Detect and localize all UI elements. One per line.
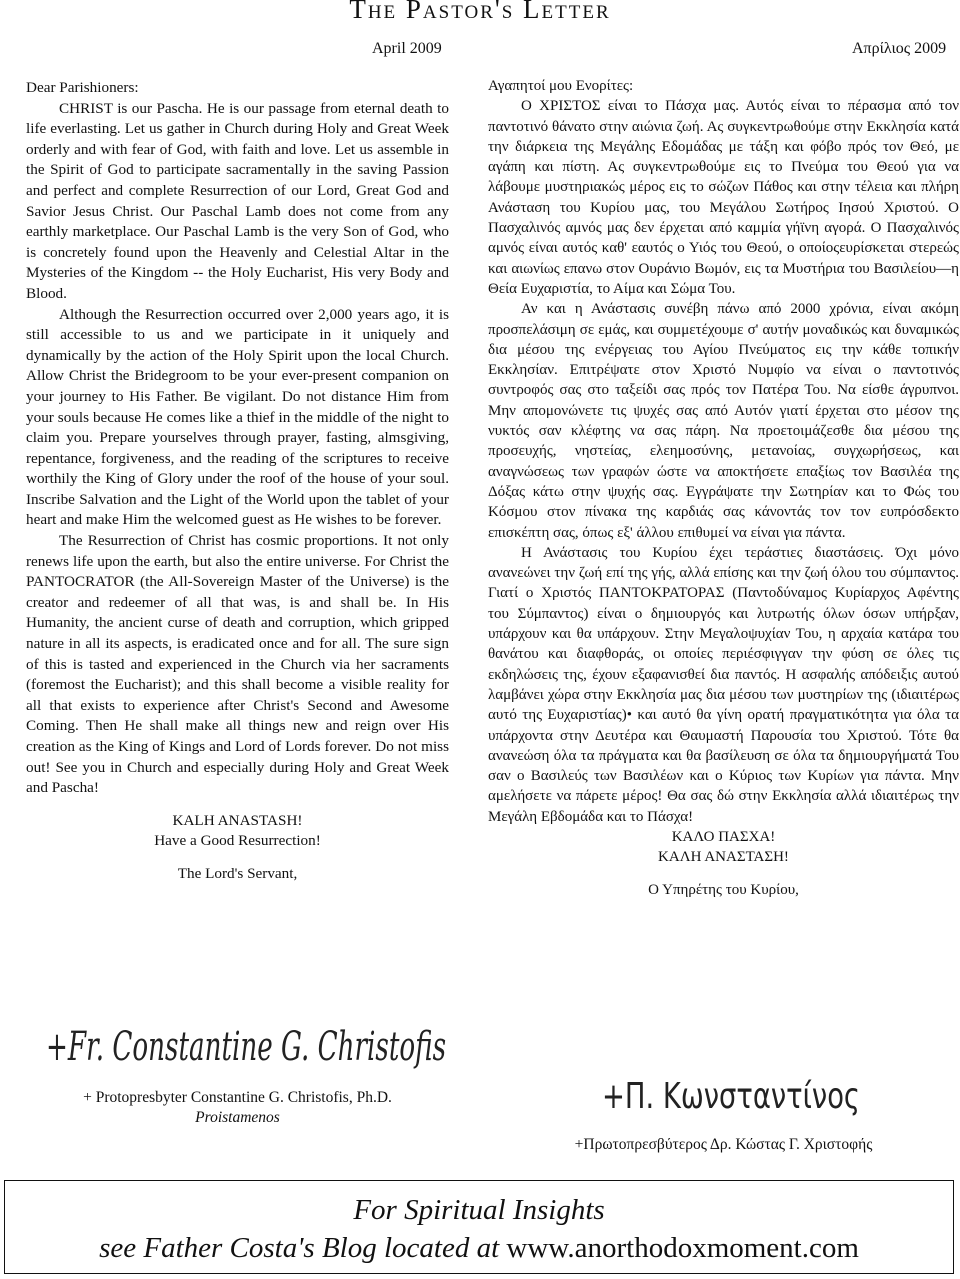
paragraph: The Resurrection of Christ has cosmic proportions. It not only renews life upon the earth, but also the entire universe. For Christ the PANTOCRATOR (the All-Sovereign Master of the Universe) is the creator and redeemer of all that was, is and shall be. In His Humanity, the ancient curse of death and corruption, which gripped nature in all its aspects, is eradicated once and for all. The sure sign of this is tasted and experienced in the Church via her sacraments (foremost the Eucharist); and this shall become a visible reality for all that exists to experience after Christ's Second and Awesome Coming. Then He shall make all things new and reign over His creation as the King of Kings and Lord of Lords forever. Do not miss out! See you in Church and especially during Holy and Great Week and Pascha! <box>26 532 449 797</box>
signature-greek <box>598 1068 866 1118</box>
greeting: KALH ANASTASH! <box>172 811 303 829</box>
greeting: ΚΑΛΟ ΠΑΣΧΑ! <box>671 828 776 845</box>
paragraph: Η Ανάστασις του Κυρίου έχει τεράστιες διαστάσεις. Όχι μόνο ανανεώνει την ζωή επί της γής, αλλά επίσης και την ζωή όλου του σύμπαντος. Γιατί ο Χριστός ΠΑΝΤΟΚΡΑΤΟΡΑΣ (Παντοδύναμος Κυρίαρχος Αφέντης του Σύμπαντος) είναι ο δημιουργός και λυτρωτής όλων όσων υπήρξαν, υπάρχουν και θα υπάρχουν. Στην Μεγαλοψυχίαν Του, η αρχαία κατάρα του θανάτου και διαφθοράς, οι οποίες περιέσφιγγαν την φύση σε όλες τις εκδηλώσεις της, έχουν εξαφανισθεί δια παντός. Η ασφαλής απόδειξις αυτού λαμβάνει χώρα στην Εκκλησία μας δια μέσου των μυστηρίων της (ιδιαιτέρως αυτό της Ευχαριστίας)• και αυτό θα γίνη ορατή πραγματικότητα για όλα τα υπάρχοντα στην Δευτέρα και Θαυμαστή Παρουσία του Χριστού. Τότε θα ανανεώση όλα τα πράγματα και θα βασίλευση σε όλα τα δημιουργήματά Του σαν ο Βασιλεύς των Βασιλέων και ο Κύριος των Κυρίων για πάντα. Μην αμελήσετε να πάρετε μέρος! Θα σας δώ στην Εκκλησία αλλά ιδιαιτέρως την Μεγάλη Εβδομάδα και το Πάσχα! <box>488 544 959 825</box>
date-english: April 2009 <box>372 40 442 57</box>
promo-headline: For Spiritual Insights <box>353 1194 605 1226</box>
paragraph: Although the Resurrection occurred over 2,000 years ago, it is still accessible to us and we participate in it uniquely and dynamically by the action of the Holy Spirit upon the local Church. Allow Christ the Bridegroom to be your ever-present companion on your journey to His Father. Be vigilant. Do not distance Him from your souls because He comes like a thief in the middle of the night to claim you. Prepare yourselves through prayer, fasting, almsgiving, repentance, forgiveness, and the reading of the scriptures to receive worthily the King of Glory under the roof of the house of your soul. Inscribe Salvation and the Light of the World upon the tablet of your heart and make Him the welcomed guest as He wishes to be forever. <box>26 305 449 529</box>
salutation: Dear Parishioners: <box>26 79 139 96</box>
signature-english <box>40 1012 454 1080</box>
svg-text:+Π. Κωνσταντίνος: +Π. Κωνσταντίνος <box>602 1076 860 1117</box>
blog-url-link[interactable]: www.anorthodoxmoment.com <box>506 1232 859 1264</box>
paragraph: Ο ΧΡΙΣΤΟΣ είναι το Πάσχα μας. Αυτός είναι το πέρασμα από τον παντοτινό θάνατο στην αιώνια ζωή. Ας συγκεντρωθούμε στην Εκκλησία κατά την διάρκεια της Μεγάλης Εδομάδας με τάξη και φόβο πρός τον Θεό, με αγάπη και πίστη. Ας συγκεντρωθούμε εις το Πνεύμα του Θεού για να λάβουμε μυστηριακώς μέρος εις το σώζων Πάθος και στην τέλεια και πλήρη Ανάσταση του Κυρίου μας, του Μεγάλου Σωτήρος Ιησού Χριστού. Ο Πασχαλινός αμνός μας δεν έρχεται από καμμία γήϊνη αγορά. Ο Πασχαλινός αμνός είναι αυτός καθ' εαυτός ο Υιός του Θεού, ο οποίοςευρίσκεται στερεώς και αιωνίως επανω στον Ουράνιο Βωμόν, εις τα Μυστήρια του Βασιλείου—η Θεία Ευχαριστία, το Αίμα και Σώμα Του. <box>488 98 959 297</box>
greek-letter-column <box>488 76 959 900</box>
svg-text:+Fr. Constantine G. Christofis: +Fr. Constantine G. Christofis <box>46 1024 446 1070</box>
paragraph: CHRIST is our Pascha. He is our passage from eternal death to life everlasting. Let us gather in Church during Holy and Great Week orderly and with fear of God, with faith and love. Let us assemble in the Spirit of God to participate sacramentally in the saving Passion and perfect and complete Resurrection of our Lord, Great God and Savior Jesus Christ. Our Paschal Lamb does not come from any earthly marketplace. Our Paschal Lamb is the very Son of God, who is concretely found upon the Heavenly and Celestial Altar in the Mysteries of the Kingdom -- the Holy Eucharist, His very Body and Blood. <box>26 99 449 302</box>
signer-english <box>26 1088 449 1128</box>
date-greek: Απρίλιος 2009 <box>852 40 947 57</box>
blog-promo-box <box>4 1180 954 1274</box>
paragraph: Αν και η Ανάστασις συνέβη πάνω από 2000 χρόνια, είναι ακόμη προσπελάσιμη σε εμάς, και συμμετέχουμε σ' αυτήν μοναδικώς και δυναμικώς δια μέσου της ενέργειας του Αγίου Πνεύματος εις την κάθε τοπικήν Εκκλησίαν. Επιτρέψατε στον Χριστό Νυμφίο να είναι ο παντοτινός συντροφός σας στο ταξείδι σας πρός τον Πατέρα Του. Να είσθε άγρυπνοι. Μην απομονώνετε τις ψυχές σας από Αυτόν γιατί έρχεται στο μέσον της νυκτός σαν κλέφτης να σας πάρη. Να προετοιμάζεσθε δια μέσου της προσευχής, νηστείας, ελεημοσύνης, μετανοίας, συγχωρήσεως, και αναγνώσεως των γραφών ώστε να αποκτήσετε επαξίως τον Βασιλέα της Δόξας κάτω στην ψυχής σας. Εγγράψατε την Σωτηρίαν και το Φώς του Κόσμου στον πίνακα της καρδιάς σας κάνοντάς τον τον ευπρόσδεκτο επισκέπτη σας, όπως εξ' άλλου επιθυμεί να είναι για πάντα. <box>488 301 959 541</box>
closing: Ο Υπηρέτης του Κυρίου, <box>648 881 799 898</box>
closing: The Lord's Servant, <box>177 864 298 882</box>
signer-name: + Protopresbyter Constantine G. Christofis, Ph.D. <box>83 1089 392 1106</box>
signer-greek: +Πρωτοπρεσβύτερος Δρ. Κώστας Γ. Χριστοφής <box>574 1136 873 1153</box>
english-letter-column <box>26 78 449 885</box>
promo-line <box>5 1229 953 1267</box>
salutation: Αγαπητοί μου Ενορίτες: <box>488 78 634 94</box>
promo-prefix: see Father Costa's Blog located at <box>99 1232 507 1264</box>
greeting: ΚΑΛΗ ΑΝΑΣΤΑΣΗ! <box>658 849 789 866</box>
signer-role: Proistamenos <box>195 1109 280 1126</box>
greeting: Have a Good Resurrection! <box>154 832 321 850</box>
masthead-title: The Pastor's Letter <box>349 0 611 24</box>
